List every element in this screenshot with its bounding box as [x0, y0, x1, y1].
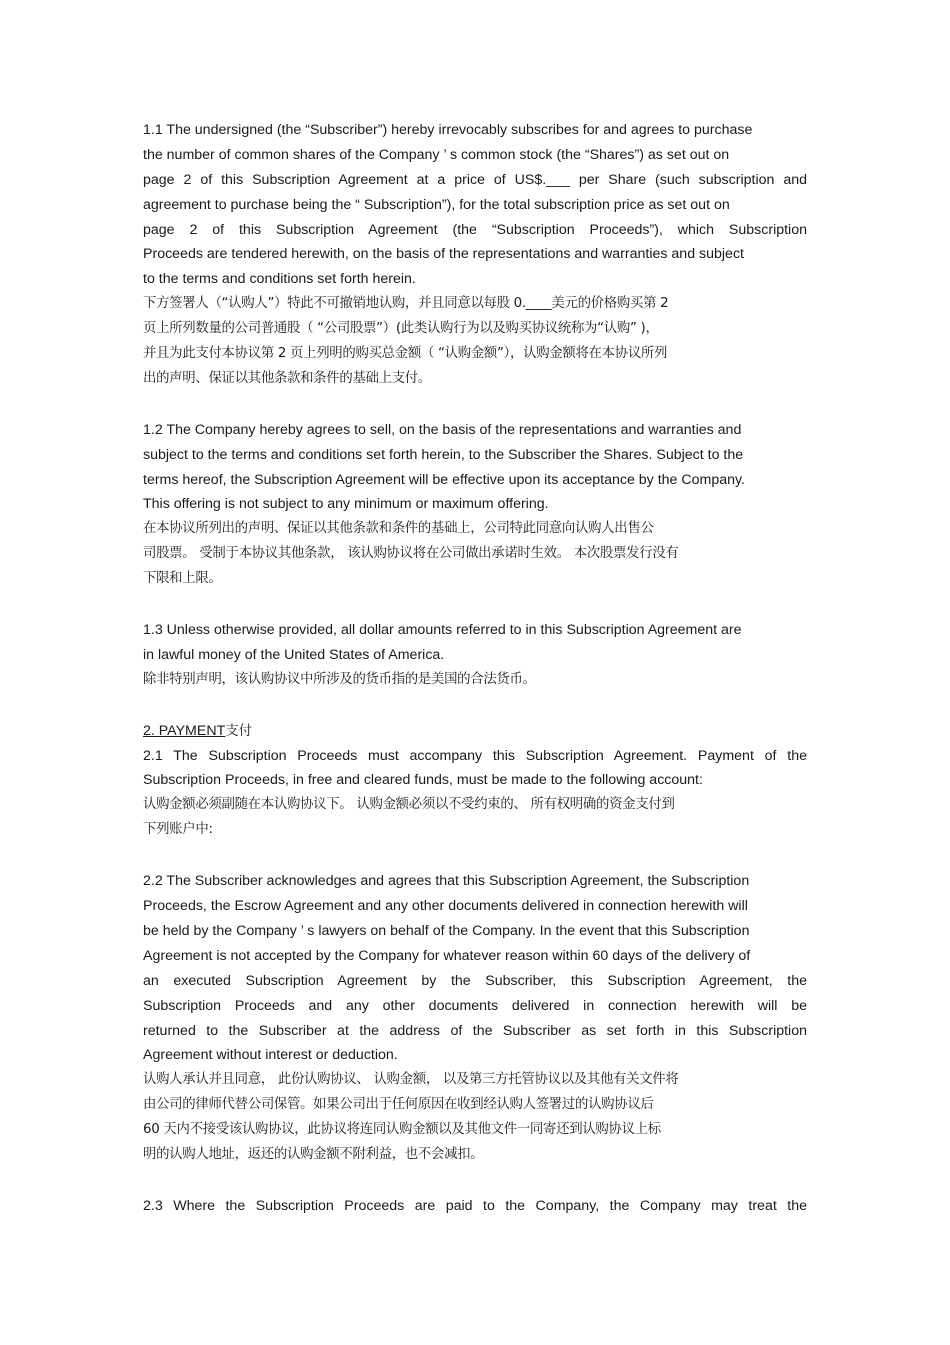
clause-1-1-cn-line: 页上所列数量的公司普通股（ “公司股票”）(此类认购行为以及购买协议统称为“认购” )，	[143, 321, 659, 337]
section-2-heading	[143, 719, 807, 744]
clause-1-1-en-line: the number of common shares of the Company ’ s common stock (the “Shares”) as set out on	[143, 146, 730, 163]
clause-1-2-en-line: subject to the terms and conditions set forth herein, to the Subscriber the Shares. Subject to the	[143, 446, 744, 463]
clause-1-1-cn-line: 并且为此支付本协议第 2 页上列明的购买总金额（ “认购金额”），认购金额将在本协议所列	[143, 346, 668, 362]
clause-1-1-en-line: agreement to purchase being the “ Subscription”), for the total subscription price as set out on	[143, 196, 730, 213]
clause-1-2-en-line: terms hereof, the Subscription Agreement will be effective upon its acceptance by the Company.	[143, 471, 745, 488]
clause-1-1-en-line: Proceeds are tendered herewith, on the basis of the representations and warranties and subject	[143, 246, 744, 263]
clause-2-2-en-line: Subscription Proceeds and any other documents delivered in connection herewith will be	[143, 997, 807, 1014]
clause-1-2-cn-line: 在本协议所列出的声明、保证以其他条款和条件的基础上，公司特此同意向认购人出售公	[143, 521, 654, 537]
clause-2-2-cn-line: 60 天内不接受该认购协议，此协议将连同认购金额以及其他文件一同寄还到认购协议上标	[143, 1122, 661, 1138]
clause-2-2-en-line: Agreement is not accepted by the Company for whatever reason within 60 days of the delivery of	[143, 947, 751, 964]
clause-2-2-en-line: returned to the Subscriber at the address of the Subscriber as set forth in this Subscription	[143, 1022, 807, 1039]
clause-2-2-en-line: Agreement without interest or deduction.	[143, 1047, 398, 1064]
clause-2-1	[143, 744, 807, 844]
clause-1-2-en-line: This offering is not subject to any minimum or maximum offering.	[143, 496, 549, 513]
clause-1-3-cn-line: 除非特别声明，该认购协议中所涉及的货币指的是美国的合法货币。	[143, 671, 536, 687]
clause-1-1-en-line: page 2 of this Subscription Agreement at a price of US$.___ per Share (such subscription and	[143, 171, 807, 188]
clause-2-2-en-line: Proceeds, the Escrow Agreement and any other documents delivered in connection herewith will	[143, 898, 748, 915]
clause-1-2-cn-line: 下限和上限。	[143, 571, 222, 587]
clause-2-1-en-line: Subscription Proceeds, in free and cleared funds, must be made to the following account:	[143, 772, 703, 789]
clause-2-3-en-line: 2.3 Where the Subscription Proceeds are paid to the Company, the Company may treat the	[143, 1197, 807, 1214]
section-2-heading-en: 2. PAYMENT	[143, 722, 226, 739]
clause-2-2-cn-line: 认购人承认并且同意， 此份认购协议、 认购金额， 以及第三方托管协议以及其他有关文件将	[143, 1072, 679, 1088]
clause-1-1-en-line: to the terms and conditions set forth herein.	[143, 271, 416, 288]
clause-2-1-en-line: 2.1 The Subscription Proceeds must accompany this Subscription Agreement. Payment of the	[143, 747, 807, 764]
clause-1-1	[143, 118, 807, 392]
clause-2-2-en-line: an executed Subscription Agreement by the Subscriber, this Subscription Agreement, the	[143, 972, 807, 989]
clause-1-2-cn-line: 司股票。 受制于本协议其他条款， 该认购协议将在公司做出承诺时生效。 本次股票发行没有	[143, 546, 679, 562]
clause-2-1-cn-line: 认购金额必须副随在本认购协议下。 认购金额必须以不受约束的、 所有权明确的资金支付到	[143, 797, 675, 813]
clause-1-3	[143, 618, 807, 693]
clause-2-2-en-line: 2.2 The Subscriber acknowledges and agrees that this Subscription Agreement, the Subscription	[143, 873, 750, 890]
clause-1-3-en-line: in lawful money of the United States of America.	[143, 646, 445, 663]
clause-2-2	[143, 869, 807, 1168]
clause-1-2-en-line: 1.2 The Company hereby agrees to sell, on the basis of the representations and warranties and	[143, 421, 742, 438]
clause-1-1-cn-line: 下方签署人（“认购人”）特此不可撤销地认购，并且同意以每股 0.____美元的价格购买第 2	[143, 296, 669, 312]
document-page	[143, 118, 807, 1219]
clause-1-2	[143, 418, 807, 592]
clause-1-1-cn-line: 出的声明、保证以其他条款和条件的基础上支付。	[143, 370, 431, 386]
clause-2-1-cn-line: 下列账户中:	[143, 822, 213, 838]
section-2-heading-cn: 支付	[225, 723, 253, 739]
clause-2-2-cn-line: 明的认购人地址，返还的认购金额不附利益，也不会减扣。	[143, 1146, 484, 1162]
clause-2-3	[143, 1194, 807, 1219]
clause-1-3-en-line: 1.3 Unless otherwise provided, all dollar amounts referred to in this Subscription Agreement are	[143, 622, 742, 639]
clause-2-2-en-line: be held by the Company ’ s lawyers on behalf of the Company. In the event that this Subscription	[143, 922, 750, 939]
clause-2-2-cn-line: 由公司的律师代替公司保管。如果公司出于任何原因在收到经认购人签署过的认购协议后	[143, 1097, 654, 1113]
clause-1-1-en-line: 1.1 The undersigned (the “Subscriber”) hereby irrevocably subscribes for and agrees to purchase	[143, 122, 753, 138]
clause-1-1-en-line: page 2 of this Subscription Agreement (the “Subscription Proceeds”), which Subscription	[143, 221, 807, 238]
